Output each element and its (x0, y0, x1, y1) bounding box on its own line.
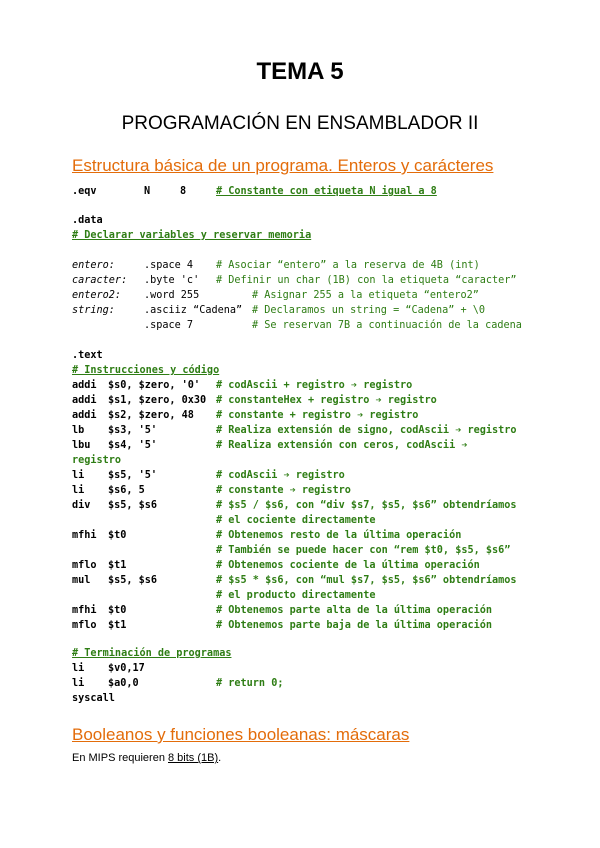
data-directive: .space 7 (144, 320, 194, 331)
instruction-comment: # constante ➔ registro (216, 485, 351, 496)
instruction-op: li (72, 470, 85, 481)
instruction-comment: # codAscii ➔ registro (216, 470, 345, 481)
data-directive: .word 255 (144, 290, 200, 301)
instruction-op: lb (72, 425, 85, 436)
section-heading-booleans: Booleanos y funciones booleanas: máscaras (72, 725, 410, 744)
instruction-args: $s1, $zero, 0x30 (108, 395, 207, 406)
page-title: TEMA 5 (256, 58, 344, 85)
instruction-args: $s4, '5' (108, 440, 158, 451)
instruction-op: mflo (72, 620, 97, 631)
eqv-comment: # Constante con etiqueta N igual a 8 (216, 186, 437, 197)
eqv-directive: .eqv (72, 186, 97, 197)
data-comment: # Definir un char (1B) con la etiqueta “caracter” (216, 275, 517, 286)
data-label: entero: (72, 260, 115, 271)
instruction-comment: # constante + registro ➔ registro (216, 410, 419, 421)
eqv-name: N (144, 186, 151, 197)
instruction-comment: # $s5 / $s6, con “div $s7, $s5, $s6” obtendríamos (216, 500, 517, 511)
booleans-paragraph: En MIPS requieren 8 bits (1B). (72, 752, 222, 764)
instruction-comment: # Obtenemos resto de la última operación (216, 530, 462, 541)
data-comment: # Asociar “entero” a la reserva de 4B (int) (216, 260, 480, 271)
data-comment: # Asignar 255 a la etiqueta “entero2” (252, 290, 479, 301)
instruction-op: mul (72, 575, 91, 586)
data-comment: # Se reservan 7B a continuación de la cadena (252, 320, 522, 331)
page-subtitle: PROGRAMACIÓN EN ENSAMBLADOR II (121, 113, 479, 134)
instruction-args: $s5, '5' (108, 470, 158, 481)
instruction-args: $s3, '5' (108, 425, 158, 436)
instruction-args: $s5, $s6 (108, 575, 158, 586)
instruction-op: li (72, 485, 85, 496)
data-directive: .byte 'c' (144, 275, 200, 286)
section-heading-structure: Estructura básica de un programa. Enteros y carácteres (72, 156, 494, 175)
instruction-args: $s6, 5 (108, 485, 145, 496)
instruction-comment: # Obtenemos parte baja de la última operación (216, 620, 493, 631)
instruction-args: $t0 (108, 605, 127, 616)
instruction-op: mfhi (72, 605, 97, 616)
termination-op: li (72, 678, 85, 689)
instruction-op: div (72, 500, 91, 511)
termination-op: syscall (72, 693, 115, 704)
instruction-op: mflo (72, 560, 97, 571)
instruction-comment: # Realiza extensión de signo, codAscii ➔ registro (216, 425, 517, 436)
instruction-op: lbu (72, 440, 91, 451)
data-label: caracter: (72, 275, 128, 286)
instruction-comment: # Obtenemos parte alta de la última operación (216, 605, 493, 616)
data-directive: .asciiz “Cadena” (144, 305, 243, 316)
instruction-comment: # constanteHex + registro ➔ registro (216, 395, 437, 406)
instruction-comment: registro (72, 455, 122, 466)
termination-op: li (72, 663, 85, 674)
termination-args: $v0,17 (108, 663, 145, 674)
instruction-op: addi (72, 410, 97, 421)
instruction-comment: # También se puede hacer con “rem $t0, $s5, $s6” (216, 545, 511, 556)
data-label: string: (72, 305, 115, 316)
termination-comment: # return 0; (216, 678, 284, 689)
instruction-args: $t1 (108, 620, 127, 631)
instruction-args: $s0, $zero, '0' (108, 380, 201, 391)
data-label: entero2: (72, 290, 122, 301)
termination-args: $a0,0 (108, 678, 139, 689)
instruction-op: addi (72, 380, 97, 391)
instruction-comment: # Realiza extensión con ceros, codAscii ➔ (216, 440, 468, 451)
instruction-args: $t0 (108, 530, 127, 541)
instruction-args: $s2, $zero, 48 (108, 410, 194, 421)
instruction-comment: # el producto directamente (216, 590, 376, 601)
data-directive: .space 4 (144, 260, 194, 271)
instruction-comment: # Obtenemos cociente de la última operación (216, 560, 480, 571)
instruction-op: mfhi (72, 530, 97, 541)
data-comment: # Declaramos un string = “Cadena” + \0 (252, 305, 486, 316)
instruction-comment: # $s5 * $s6, con “mul $s7, $s5, $s6” obtendríamos (216, 575, 517, 586)
instruction-op: addi (72, 395, 97, 406)
eqv-value: 8 (180, 186, 187, 197)
instruction-args: $t1 (108, 560, 127, 571)
instruction-comment: # el cociente directamente (216, 515, 376, 526)
instruction-comment: # codAscii + registro ➔ registro (216, 380, 413, 391)
instruction-args: $s5, $s6 (108, 500, 158, 511)
